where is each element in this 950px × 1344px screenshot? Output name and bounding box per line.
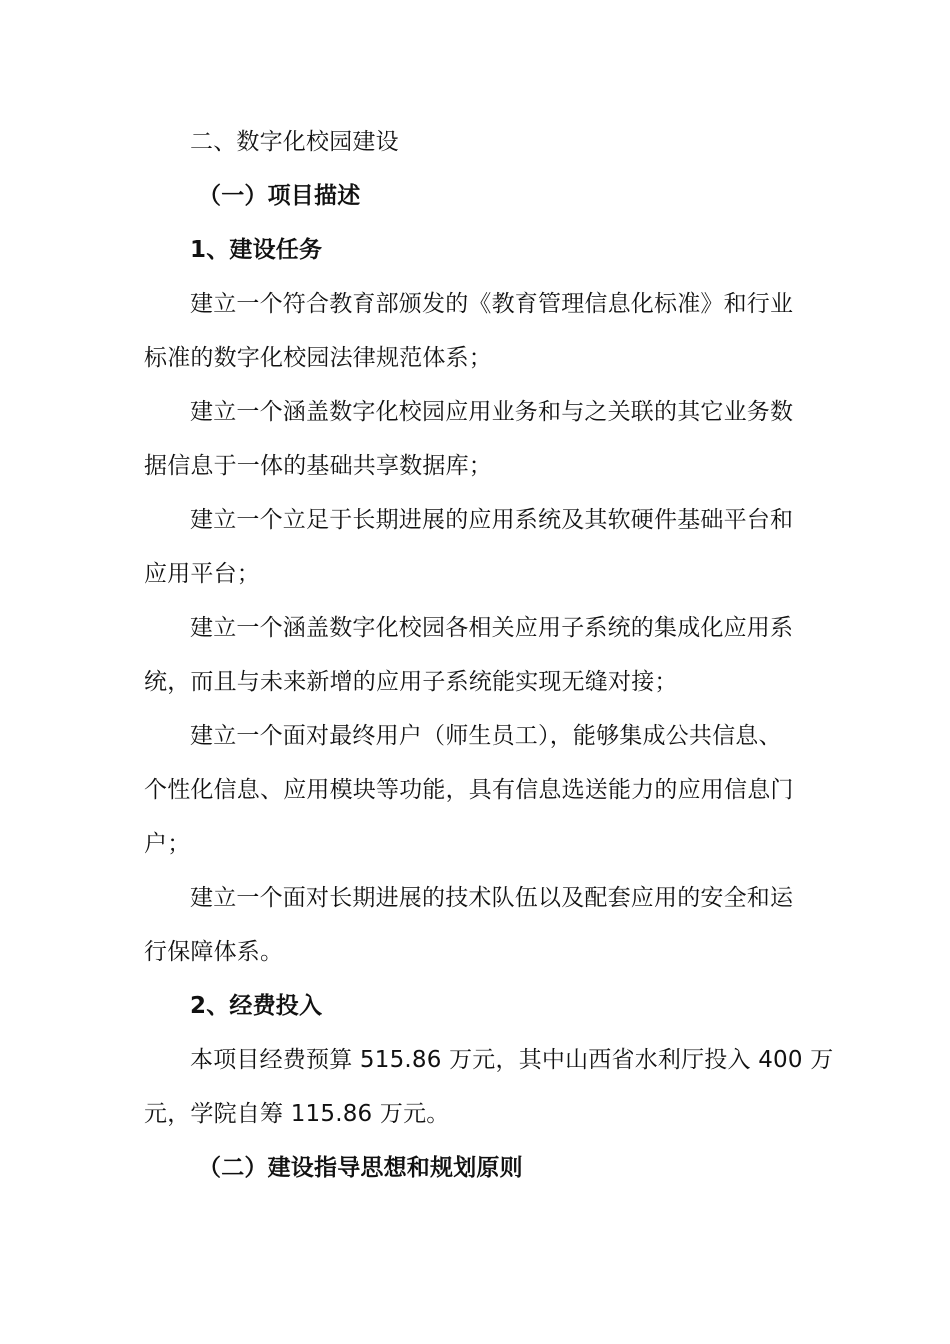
funding-heading: 2、经费投入 xyxy=(190,993,323,1019)
paragraph-line: 统，而且与未来新增的应用子系统能实现无缝对接； xyxy=(144,669,678,695)
funding-line: 本项目经费预算 515.86 万元，其中山西省水利厅投入 400 万 xyxy=(190,1047,834,1073)
paragraph-line: 个性化信息、应用模块等功能，具有信息选送能力的应用信息门 xyxy=(144,777,794,803)
task-heading: 1、建设任务 xyxy=(190,237,323,263)
paragraph-line: 行保障体系。 xyxy=(144,939,284,965)
paragraph-line: 户； xyxy=(144,831,191,857)
paragraph-line: 建立一个符合教育部颁发的《教育管理信息化标准》和行业 xyxy=(190,291,794,317)
subsection-heading-2: （二）建设指导思想和规划原则 xyxy=(198,1155,523,1181)
paragraph-line: 据信息于一体的基础共享数据库； xyxy=(144,453,492,479)
paragraph-line: 建立一个涵盖数字化校园各相关应用子系统的集成化应用系 xyxy=(190,615,794,641)
paragraph-line: 建立一个面对最终用户（师生员工），能够集成公共信息、 xyxy=(190,723,782,749)
paragraph-line: 建立一个面对长期进展的技术队伍以及配套应用的安全和运 xyxy=(190,885,794,911)
paragraph-line: 标准的数字化校园法律规范体系； xyxy=(144,345,492,371)
paragraph-line: 建立一个立足于长期进展的应用系统及其软硬件基础平台和 xyxy=(190,507,794,533)
funding-line: 元，学院自筹 115.86 万元。 xyxy=(144,1101,450,1127)
subsection-heading-1: （一）项目描述 xyxy=(198,183,361,209)
paragraph-line: 应用平台； xyxy=(144,561,260,587)
paragraph-line: 建立一个涵盖数字化校园应用业务和与之关联的其它业务数 xyxy=(190,399,794,425)
section-title: 二、数字化校园建设 xyxy=(190,129,399,155)
